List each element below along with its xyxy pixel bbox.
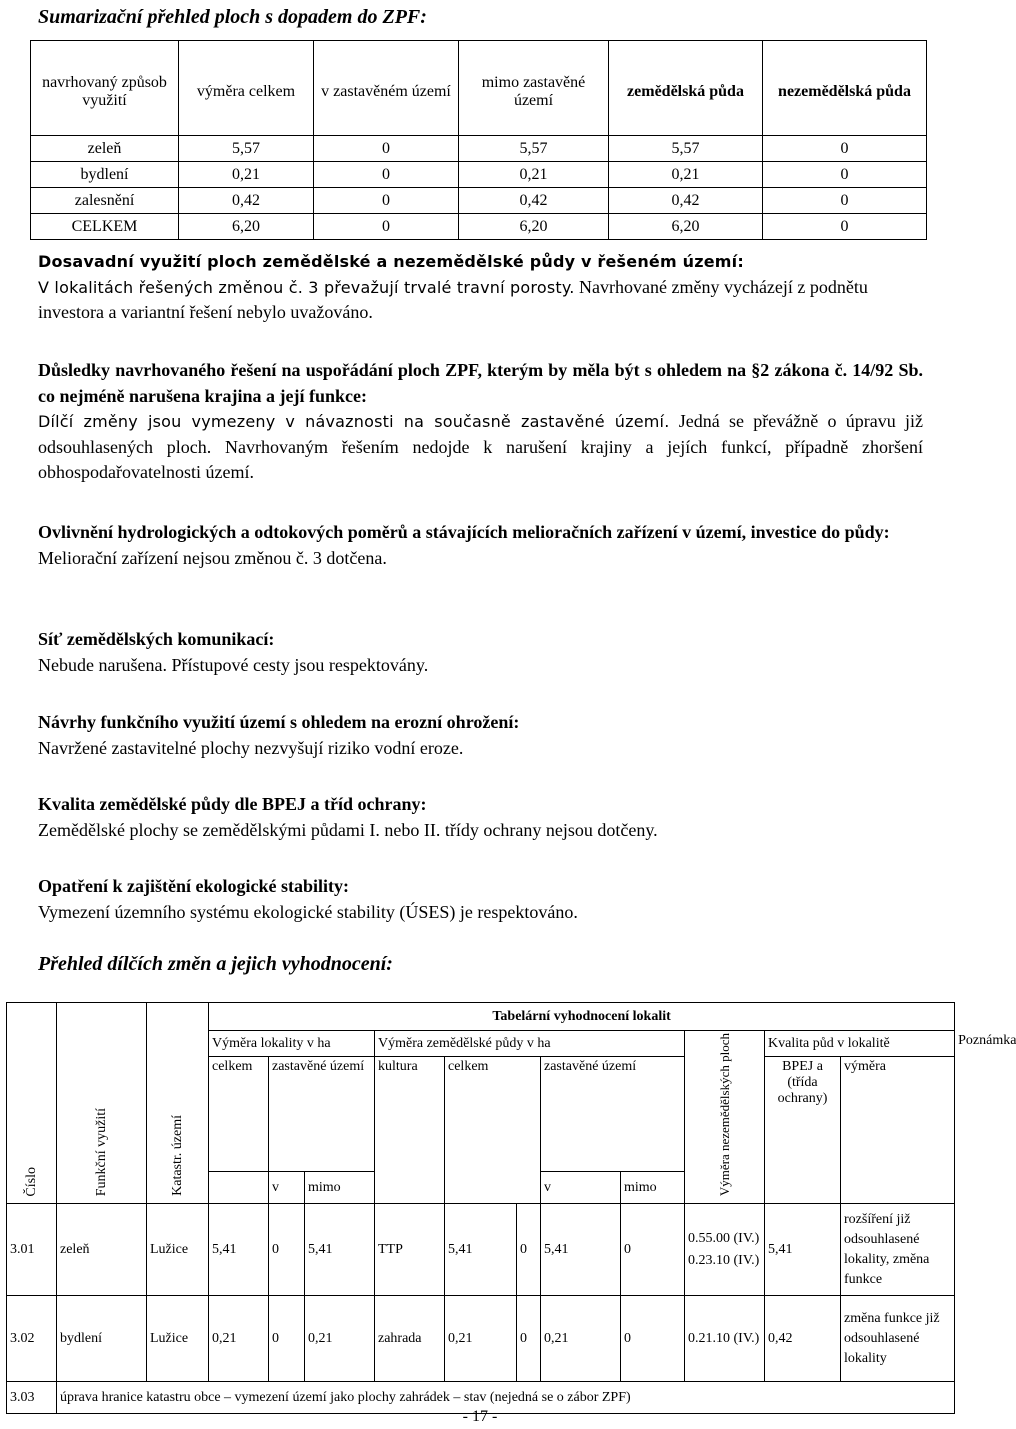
cell-nezem: 0	[621, 1204, 685, 1296]
cell-row3-text: úprava hranice katastru obce – vymezení území jako plochy zahrádek – stav (nejedná se o zábor ZPF)	[57, 1382, 955, 1414]
header-celkem: celkem	[209, 1057, 269, 1172]
header-zastavene: zastavěné území	[269, 1057, 375, 1172]
section-erosion	[38, 710, 923, 761]
summary-header: nezemědělská půda	[763, 41, 927, 136]
cell-cislo: 3.01	[7, 1204, 57, 1296]
summary-header: výměra celkem	[179, 41, 314, 136]
cell: 0	[314, 162, 459, 188]
section-title: Síť zemědělských komunikací:	[38, 629, 275, 649]
cell-zem-v: 0	[517, 1204, 541, 1296]
cell: 0,42	[179, 188, 314, 214]
section-title: Ovlivnění hydrologických a odtokových poměrů a stávajících melioračních zařízení v území, investice do půdy:	[38, 522, 890, 542]
cell-zem-v: 0	[517, 1296, 541, 1382]
table-row	[7, 1204, 955, 1296]
section-body: V lokalitách řešených změnou č. 3 převažují trvalé travní porosty.	[38, 277, 575, 297]
cell: zalesnění	[31, 188, 179, 214]
header-kvalita: Kvalita půd v lokalitě	[765, 1031, 955, 1057]
summary-heading: Sumarizační přehled ploch s dopadem do ZPF:	[38, 6, 427, 28]
cell: bydlení	[31, 162, 179, 188]
table-row	[7, 1296, 955, 1382]
table-row	[31, 188, 927, 214]
cell-v: 0	[269, 1204, 305, 1296]
section-soil-quality	[38, 792, 923, 843]
cell: 0	[763, 188, 927, 214]
page-number: - 17 -	[462, 1408, 498, 1425]
header-vymera-lokality: Výměra lokality v ha	[209, 1031, 375, 1057]
header-celkem2: celkem	[445, 1057, 541, 1204]
section-title: Důsledky navrhovaného řešení na uspořádání ploch ZPF, kterým by měla být s ohledem na	[38, 360, 747, 380]
cell: 5,57	[459, 136, 609, 162]
cell-celkem: 5,41	[209, 1204, 269, 1296]
cell: 6,20	[609, 214, 763, 240]
table-row	[31, 162, 927, 188]
cell: 5,57	[609, 136, 763, 162]
section-title: Opatření k zajištění ekologické stability:	[38, 876, 349, 896]
cell-zem-celkem: 5,41	[445, 1204, 517, 1296]
cell-bpej: 0.21.10 (IV.)	[685, 1296, 765, 1382]
header-kultura: kultura	[375, 1057, 445, 1204]
section-body: Dílčí změny jsou vymezeny v návaznosti na současně zastavěné území.	[38, 412, 670, 431]
section-consequences	[38, 358, 923, 486]
cell: 0	[763, 162, 927, 188]
cell: 0	[763, 214, 927, 240]
section-ecological-stability	[38, 874, 923, 925]
cell-katastr: Lužice	[147, 1296, 209, 1382]
cell: 0,21	[459, 162, 609, 188]
cell-mimo: 0,21	[305, 1296, 375, 1382]
cell-poznamka: rozšíření již odsouhlasené lokality, změna funkce	[841, 1204, 955, 1296]
cell: 0	[314, 214, 459, 240]
detail-header-row: Výměra lokality v ha Výměra zemědělské půdy v ha Výměra nezemědělských ploch Kvalita půd v lokalitě Poznámka	[7, 1031, 955, 1057]
cell-nezem: 0	[621, 1296, 685, 1382]
detail-caption: Tabelární vyhodnocení lokalit	[209, 1003, 955, 1031]
cell-funkce: bydlení	[57, 1296, 147, 1382]
cell: 0	[314, 136, 459, 162]
detail-heading: Přehled dílčích změn a jejich vyhodnocení:	[38, 953, 393, 975]
table-row	[31, 136, 927, 162]
header-cislo: Číslo	[7, 1003, 57, 1204]
header-katastr: Katastr. území	[147, 1003, 209, 1204]
cell: 0,42	[609, 188, 763, 214]
section-body: Vymezení územního systému ekologické stability (ÚSES) je respektováno.	[38, 901, 578, 922]
header-funkcni: Funkční využití	[57, 1003, 147, 1204]
cell-bpej: 0.55.00 (IV.) 0.23.10 (IV.)	[685, 1204, 765, 1296]
section-body: Nebude narušena. Přístupové cesty jsou respektovány.	[38, 654, 429, 675]
detail-caption-row	[7, 1003, 955, 1031]
header-bpej: BPEJ a (třída ochrany)	[765, 1057, 841, 1204]
cell-katastr: Lužice	[147, 1204, 209, 1296]
cell-zem-mimo: 5,41	[541, 1204, 621, 1296]
cell: 0,21	[179, 162, 314, 188]
cell-poznamka: změna funkce již odsouhlasené lokality	[841, 1296, 955, 1382]
header-v: v	[269, 1172, 305, 1204]
header-empty	[209, 1172, 269, 1204]
summary-table	[30, 40, 927, 240]
summary-header: navrhovaný způsob využití	[31, 41, 179, 136]
cell-kultura: zahrada	[375, 1296, 445, 1382]
table-row	[31, 214, 927, 240]
summary-header-row	[31, 41, 927, 136]
cell: 6,20	[459, 214, 609, 240]
cell-vymera: 5,41	[765, 1204, 841, 1296]
section-body: Navržené zastavitelné plochy nezvyšují riziko vodní eroze.	[38, 737, 464, 758]
detail-table	[6, 1002, 1016, 1414]
cell-cislo: 3.02	[7, 1296, 57, 1382]
header-mimo2: mimo	[621, 1172, 685, 1204]
cell-kultura: TTP	[375, 1204, 445, 1296]
cell: 0	[314, 188, 459, 214]
cell: 6,20	[179, 214, 314, 240]
cell-zem-mimo: 0,21	[541, 1296, 621, 1382]
header-zastavene2: zastavěné území	[541, 1057, 685, 1172]
summary-header: v zastavěném území	[314, 41, 459, 136]
header-vymera-zemedelske: Výměra zemědělské půdy v ha	[375, 1031, 685, 1057]
cell: 5,57	[179, 136, 314, 162]
section-title: §2 zákona č. 14/92 Sb. co nejméně narušena krajina a její funkce:	[38, 360, 923, 406]
header-v2: v	[541, 1172, 621, 1204]
cell: zeleň	[31, 136, 179, 162]
summary-header: mimo zastavěné území	[459, 41, 609, 136]
cell: 0,42	[459, 188, 609, 214]
cell-vymera: 0,42	[765, 1296, 841, 1382]
section-land-use	[38, 249, 923, 326]
section-roads	[38, 627, 923, 678]
section-body: Navrhované změny vycházejí z podnětu investora a variantní řešení nebylo uvažováno.	[38, 276, 868, 322]
section-title: Dosavadní využití ploch zemědělské a nezemědělské půdy v řešeném území:	[38, 252, 744, 271]
summary-header: zemědělská půda	[609, 41, 763, 136]
section-body: Zemědělské plochy se zemědělskými půdami I. nebo II. třídy ochrany nejsou dotčeny.	[38, 819, 658, 840]
section-title: Návrhy funkčního využití území s ohledem na erozní ohrožení:	[38, 712, 520, 732]
cell-celkem: 0,21	[209, 1296, 269, 1382]
section-body: Jedná se převážně o úpravu již odsouhlasených ploch. Navrhovaným řešením nedojde k narušení krajiny a jejích funkcí, případně zhoršení obhospodařovatelnosti území.	[38, 411, 923, 482]
cell: 0,21	[609, 162, 763, 188]
cell-zem-celkem: 0,21	[445, 1296, 517, 1382]
section-body: Meliorační zařízení nejsou změnou č. 3 dotčena.	[38, 547, 387, 568]
cell-mimo: 5,41	[305, 1204, 375, 1296]
section-title: Kvalita zemědělské půdy dle BPEJ a tříd ochrany:	[38, 794, 427, 814]
header-vymera: výměra	[841, 1057, 955, 1204]
cell-v: 0	[269, 1296, 305, 1382]
cell-cislo: 3.03	[7, 1382, 57, 1414]
cell: CELKEM	[31, 214, 179, 240]
cell-funkce: zeleň	[57, 1204, 147, 1296]
section-hydrology	[38, 520, 923, 571]
cell: 0	[763, 136, 927, 162]
header-mimo: mimo	[305, 1172, 375, 1204]
header-vymera-nezem: Výměra nezemědělských ploch	[685, 1031, 765, 1204]
